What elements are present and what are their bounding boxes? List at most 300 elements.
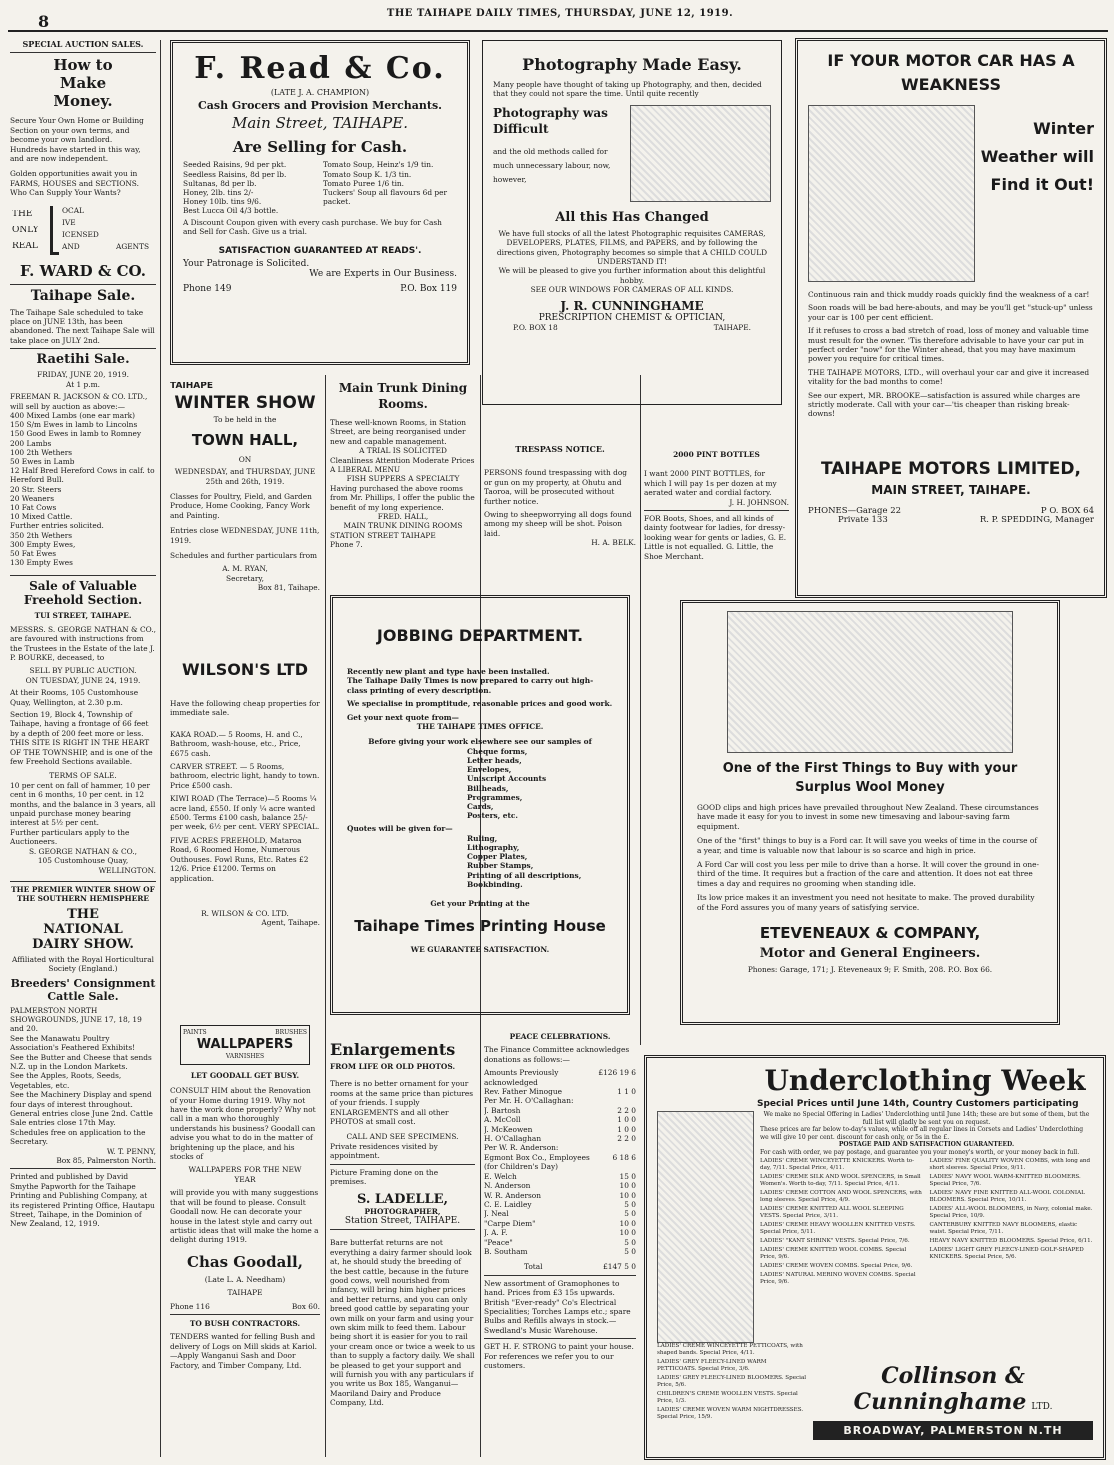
- peace-total-label: Total: [524, 1262, 543, 1272]
- peace-row-amount: 6 18 6: [612, 1152, 636, 1162]
- raetihi-lot: 150 Good Ewes in lamb to Romney: [10, 429, 142, 439]
- dairy-title: THE NATIONAL DAIRY SHOW.: [32, 906, 134, 952]
- money-title: How to Make Money.: [53, 56, 113, 111]
- page-number: 8: [38, 12, 50, 31]
- dairy-body: See the Manawatu Poultry Association's Feathered Exhibits!: [10, 1033, 136, 1053]
- motor-street: MAIN STREET, TAIHAPE.: [871, 482, 1031, 497]
- peace-row-name: Egmont Box Co., Employees (for Children's Day): [484, 1152, 590, 1172]
- header-rule: [8, 30, 1108, 32]
- bottles-boots: FOR Boots, Shoes, and all kinds of dainty footwear for ladies, for dressy-looking wear for gents or ladies, G. E. Little is not equalled. G. Little, the Shoe Merchant.: [644, 514, 787, 561]
- lil-icensed: ICENSED: [62, 229, 99, 239]
- peace-row-amount: 5 0: [624, 1209, 636, 1219]
- under-item: LADIES' CREME HEAVY WOOLLEN KNITTED VESTS. Special Price, 5/11.: [760, 1222, 916, 1235]
- raetihi-intro: FREEMAN R. JACKSON & CO. LTD., will sell by auction as above:—: [10, 392, 148, 411]
- peace-row: [484, 1191, 636, 1200]
- jobbing-before: Before giving your work elsewhere see our samples of: [368, 737, 592, 747]
- jobbing-guarantee: WE GUARANTEE SATISFACTION.: [410, 944, 550, 954]
- motor-body: Continuous rain and thick muddy roads quickly find the weakness of a car!: [808, 290, 1090, 299]
- lil-only: ONLY: [12, 225, 39, 235]
- peace-row-name: W. R. Anderson: [484, 1190, 542, 1200]
- raetihi-lot: 400 Mixed Lambs (one ear mark): [10, 410, 135, 420]
- read-sub2: Main Street, TAIHAPE.: [232, 114, 408, 133]
- motor-company: TAIHAPE MOTORS LIMITED,: [821, 458, 1081, 479]
- varnishes-label: VARNISHES: [225, 1053, 265, 1061]
- enlarge-ad: [330, 1040, 475, 1460]
- freehold-sign: WELLINGTON.: [98, 865, 156, 875]
- dairy-body: See the Butter and Cheese that sends N.Z. up in the London Markets.: [10, 1052, 152, 1071]
- dining-items: Cleanliness Attention Moderate Prices: [330, 455, 475, 465]
- freehold-sign: 105 Customhouse Quay,: [37, 856, 129, 866]
- peace-row: [484, 1247, 636, 1256]
- freehold-body: At their Rooms, 105 Customhouse Quay, Wellington, at 2.30 p.m.: [10, 688, 139, 707]
- under-postage: For cash with order, we pay postage, and guarantee you your money's worth, or your money back in full.: [760, 1148, 1080, 1156]
- ford-title: One of the First Things to Buy with your Surplus Wool Money: [722, 761, 1018, 795]
- jobbing-item: Copper Plates,: [467, 852, 528, 862]
- photo-name: J. R. CUNNINGHAME: [560, 298, 704, 313]
- peace-row-name: H. O'Callaghan: [484, 1134, 542, 1144]
- dairy-body: General entries close June 2nd. Cattle Sale entries close 17th May. Schedules free on application to the Secretary.: [10, 1109, 153, 1147]
- lil-agents: AGENTS: [116, 241, 150, 251]
- camera-illustration: [630, 105, 771, 202]
- wilson-sign: R. WILSON & CO. LTD.: [201, 908, 289, 918]
- under-ad: [644, 1055, 1106, 1460]
- peace-row-amount: 5 0: [624, 1246, 636, 1256]
- read-right-list: [323, 160, 457, 215]
- peace-row-name: Per Mr. H. O'Callaghan:: [484, 1096, 574, 1106]
- peace-row-amount: 1 1 0: [617, 1087, 636, 1097]
- raetihi-lot: 20 Weaners: [10, 493, 54, 503]
- photo-body: We have full stocks of all the latest Photographic requisites CAMERAS, DEVELOPERS, PLATES, FILMS, and PAPERS, and by following the directions given, Photography becomes so simple that A CHILD COULD UNDERSTAND IT!: [496, 228, 768, 267]
- jobbing-item: Envelopes,: [467, 765, 512, 775]
- motor-body: THE TAIHAPE MOTORS, LTD., will overhaul your car and give it increased vitality for the bad months to come!: [808, 367, 1090, 387]
- bottles-sign: J. H. JOHNSON.: [729, 497, 789, 507]
- freehold-body: ON TUESDAY, JUNE 24, 1919.: [25, 675, 141, 685]
- wilson-sign: Agent, Taihape.: [261, 918, 320, 928]
- read-selling: Are Selling for Cash.: [232, 138, 408, 157]
- jobbing-set: Get your Printing at the: [430, 899, 530, 909]
- peace-row: [484, 1219, 636, 1228]
- masthead: THE TAIHAPE DAILY TIMES, THURSDAY, JUNE 12, 1919.: [386, 8, 734, 19]
- wilson-title: WILSON'S LTD: [181, 660, 309, 679]
- jobbing-item: Billheads,: [467, 783, 509, 793]
- dining-sign: FRED. HALL,: [377, 512, 429, 522]
- jobbing-item: Printing of all descriptions,: [467, 870, 582, 880]
- ford-sub: Motor and General Engineers.: [759, 946, 981, 962]
- goodall-box: Box 60.: [291, 1301, 320, 1311]
- trespass-title: TRESPASS NOTICE.: [515, 445, 605, 454]
- freehold-body: SELL BY PUBLIC AUCTION.: [29, 666, 137, 676]
- read-item: Tomato Soup K. 1/3 tin.: [323, 169, 412, 179]
- peace-row-name: "Peace": [484, 1237, 513, 1247]
- peace-title: PEACE CELEBRATIONS.: [509, 1032, 611, 1041]
- peace-row-name: N. Anderson: [484, 1181, 531, 1191]
- raetihi-lot: 50 Ewes in Lamb: [10, 456, 75, 466]
- under-item: LADIES' CREME WINCEYETTE KNICKERS. Worth to-day, 7/11. Special Price, 4/11.: [760, 1158, 915, 1171]
- under-intro: We make no Special Offering in Ladies' Underclothing until June 14th; these are but some of them, but the full list will gladly be sent you on request.: [763, 1111, 1090, 1126]
- dairy-sign: W. T. PENNY,: [106, 1146, 156, 1156]
- raetihi-lot: Further entries solicited.: [10, 521, 104, 531]
- peace-ad: [484, 1032, 636, 1460]
- lil-ive: IVE: [62, 217, 76, 227]
- bottles-title: 2000 PINT BOTTLES: [673, 450, 760, 459]
- wintershow-held: To be held in the: [213, 415, 277, 425]
- motor-body: Soon roads will be bad here-abouts, and may be you'll get "stuck-up" unless your car is 100 per cent efficient.: [808, 303, 1093, 322]
- enlarge-street: Station Street, TAIHAPE.: [344, 1215, 461, 1226]
- peace-row: [484, 1153, 636, 1172]
- enlarge-call: CALL AND SEE SPECIMENS.: [346, 1132, 459, 1142]
- raetihi-date: FRIDAY, JUNE 20, 1919.: [37, 370, 129, 380]
- under-item: CHILDREN'S CREME WOOLLEN VESTS. Special Price, 1/3.: [657, 1391, 798, 1404]
- peace-row: [484, 1096, 636, 1105]
- imprint: Printed and published by David Smythe Papworth for the Taihape Printing and Publishing Company, at its registered Printing Office, Hautapu Street, Taihape, in the Dominion of New Zealand, 12, 1919.: [10, 1172, 155, 1229]
- freehold-body: Section 19, Block 4, Township of Taihape, having a frontage of 66 feet by a depth of 200 feet more or less. THIS SITE IS RIGHT IN THE HEART OF THE TOWNSHIP, and is one of the few Freehold Sections available.: [10, 710, 153, 767]
- jobbing-item: Programmes,: [467, 792, 523, 802]
- column-rule: [325, 375, 326, 1457]
- motor-private: Private 133: [838, 515, 888, 526]
- raetihi-lot: 130 Empty Ewes: [10, 558, 73, 568]
- freehold-sub: TUI STREET, TAIHAPE.: [34, 611, 132, 621]
- dairy-body: PALMERSTON NORTH SHOWGROUNDS, JUNE 17, 18, 19 and 20.: [10, 1005, 142, 1034]
- photo-body: We will be pleased to give you further information about this delightful hobby.: [498, 266, 766, 285]
- read-item: Tomato Soup, Heinz's 1/9 tin.: [323, 160, 434, 170]
- read-late: (LATE J. A. CHAMPION): [270, 88, 370, 97]
- peace-total: £147 5 0: [603, 1262, 636, 1272]
- wintershow-title: WINTER SHOW: [174, 393, 316, 414]
- under-left-list: [760, 1158, 924, 1288]
- wallpapers-title: WALLPAPERS: [196, 1037, 294, 1053]
- peace-row: [484, 1228, 636, 1237]
- read-discount: A Discount Coupon given with every cash purchase. We buy for Cash and Sell for Cash. Give us a trial.: [183, 217, 442, 237]
- dining-fish: FISH SUPPERS A SPECIALTY: [346, 474, 460, 484]
- under-postage: POSTAGE PAID AND SATISFACTION GUARANTEED.: [838, 1141, 1015, 1148]
- enlarge-private: Private residences visited by appointment.: [330, 1141, 438, 1161]
- ward-name: F. WARD & CO.: [20, 261, 146, 280]
- peace-strong: GET H. F. STRONG to paint your house. For references we refer you to our customers.: [484, 1342, 634, 1370]
- dining-title: Main Trunk Dining Rooms.: [338, 381, 468, 411]
- read-title: F. Read & Co.: [194, 51, 446, 86]
- wintershow-sign: Box 81, Taihape.: [257, 583, 320, 593]
- under-title: Underclothing Week: [764, 1064, 1086, 1097]
- wilson-ad: [170, 660, 320, 1015]
- wintershow-on: ON: [238, 454, 252, 464]
- under-logo-ltd: LTD.: [1031, 1402, 1053, 1412]
- lil-real: REAL: [12, 241, 38, 251]
- jobbing-item: Lithography,: [467, 843, 520, 853]
- read-box: P.O. Box 119: [400, 284, 457, 295]
- jobbing-ad: [330, 595, 630, 1015]
- read-item: Honey, 2lb. tins 2/-: [183, 188, 254, 198]
- under-item: LADIES' GREY FLEECY-LINED BLOOMERS. Special Price, 5/6.: [657, 1375, 807, 1388]
- dairy-affil: Affiliated with the Royal Horticultural Society (England.): [12, 954, 154, 974]
- jobbing-list: [467, 834, 613, 889]
- under-item: LADIES' CREME SILK AND WOOL SPENCERS, in Small Women's. Worth to-day, 7/11. Special Price, 4/11.: [760, 1174, 921, 1187]
- photo-role: PRESCRIPTION CHEMIST & OPTICIAN,: [538, 312, 726, 323]
- wilson-property: CARVER STREET. — 5 Rooms, bathroom, electric light, handy to town. Price £500 cash.: [170, 762, 320, 790]
- wintershow-sign: Secretary,: [226, 573, 264, 583]
- peace-row-amount: 1 0 0: [617, 1115, 636, 1125]
- under-item: LADIES' CREME WOVEN WARM NIGHTDRESSES. Special Price, 15/9.: [657, 1407, 804, 1420]
- freehold-sign: S. GEORGE NATHAN & CO.,: [29, 846, 137, 856]
- ford-body: One of the "first" things to buy is a Ford car. It will save you weeks of time in the course of a year, and time is valuable now that labour is so scarce and high in price.: [697, 836, 1038, 855]
- under-item: LADIES' NAVY WOOL WARM-KNITTED BLOOMERS. Special Price, 7/6.: [929, 1174, 1081, 1187]
- under-item: LADIES' GREY FLEECY-LINED WARM PETTICOATS. Special Price, 3/6.: [657, 1359, 767, 1372]
- peace-row: [484, 1134, 636, 1143]
- wintershow-tag: TAIHAPE: [170, 382, 213, 391]
- read-item: Seedless Raisins, 8d per lb.: [183, 169, 287, 179]
- goodall-late: (Late L. A. Needham): [204, 1274, 286, 1284]
- under-item: LADIES' CREME KNITTED WOOL COMBS. Special Price, 9/6.: [760, 1247, 907, 1260]
- jobbing-item: Posters, etc.: [467, 811, 518, 821]
- raetihi-lot: 150 S/m Ewes in lamb to Lincolns: [10, 420, 138, 430]
- motor-box: P O. BOX 64: [1040, 505, 1094, 516]
- dairy-sign: Box 85, Palmerston North.: [56, 1156, 156, 1166]
- trespass-body: PERSONS found trespassing with dog or gun on my property, at Ohutu and Taoroa, will be prosecuted without further notice.: [484, 468, 627, 506]
- motor-manager: R. P. SPEDDING, Manager: [979, 515, 1094, 526]
- under-item: LADIES' CREME WINCEYETTE PETTICOATS, with shaped bands. Special Price, 4/11.: [657, 1343, 803, 1356]
- peace-row-name: J. Neal: [484, 1209, 509, 1219]
- jobbing-list: [467, 747, 613, 821]
- peace-row: [484, 1238, 636, 1247]
- ford-ad: [680, 600, 1060, 1025]
- enlarge-role: PHOTOGRAPHER,: [364, 1207, 441, 1217]
- ford-car-illustration: [727, 611, 1013, 753]
- jobbing-item: Cheque forms,: [467, 746, 528, 756]
- peace-row: [484, 1172, 636, 1181]
- under-sub: Special Prices until June 14th, Country Customers participating: [757, 1099, 1079, 1109]
- under-item: LADIES' CREME KNITTED ALL WOOL SLEEPING VESTS. Special Price, 3/11.: [760, 1206, 904, 1219]
- peace-row-amount: 1 0 0: [617, 1124, 636, 1134]
- raetihi-lots: [10, 411, 156, 567]
- dairy-breeders: Breeders' Consignment Cattle Sale.: [10, 976, 156, 1003]
- photo-windows: SEE OUR WINDOWS FOR CAMERAS OF ALL KINDS.: [530, 285, 734, 295]
- lil-block: [10, 204, 156, 256]
- photo-box: P.O. BOX 18: [513, 323, 558, 333]
- goodall-wallpapers: WALLPAPERS FOR THE NEW YEAR: [188, 1165, 302, 1184]
- peace-row-name: J. McKeowen: [484, 1124, 533, 1134]
- motor-body: See our expert, MR. BROOKE—satisfaction is assured while charges are strictly moderate. Call with your car—'tis cheaper than risking break-downs!: [808, 390, 1081, 419]
- dining-sign: MAIN TRUNK DINING ROOMS: [343, 521, 463, 531]
- freehold-body: MESSRS. S. GEORGE NATHAN & CO., are favoured with instructions from the Trustees in the Estate of the late J. P. BOURKE, deceased, to: [10, 624, 156, 662]
- peace-row: [484, 1143, 636, 1152]
- peace-intro: The Finance Committee acknowledges donations as follows:—: [484, 1045, 630, 1064]
- column-rule: [640, 375, 641, 1045]
- dining-body: Having purchased the above rooms from Mr. Phillips, I offer the public the benefit of my long experience.: [330, 483, 475, 512]
- wintershow-classes: Classes for Poultry, Field, and Garden Produce, Home Cooking, Fancy Work and Painting.: [170, 492, 312, 520]
- raetihi-lot: 200 Lambs: [10, 438, 52, 448]
- bottles-body: I want 2000 PINT BOTTLES, for which I will pay 1s per dozen at my aerated water and cordial factory.: [644, 469, 777, 498]
- ford-body: Its low price makes it an investment you need not hesitate to make. The proved durability of the Ford assures you of many years of satisfying service.: [697, 893, 1035, 912]
- freehold-title: Sale of Valuable Freehold Section.: [23, 579, 143, 608]
- wilson-property: FIVE ACRES FREEHOLD, Mataroa Road, 6 Roomed Home, Numerous Outhouses. Fowl Runs, Etc. Rates £2 12/6. Price £1200. Terms on application.: [170, 835, 309, 883]
- jobbing-item: Ruling,: [467, 833, 498, 843]
- peace-row-amount: 15 0: [619, 1171, 636, 1181]
- ford-body: GOOD clips and high prices have prevailed throughout New Zealand. These circumstances have made it easy for you to invest in some new timesaving and labour-saving farm equipment.: [697, 803, 1039, 831]
- peace-row: [484, 1106, 636, 1115]
- goodall-body: will provide you with many suggestions that will be found to please. Consult Goodall now. He can decorate your house in the latest style and carry out artistic ideas that will make the home a delight during 1919.: [170, 1188, 319, 1245]
- peace-row: [484, 1087, 636, 1096]
- photo-ad: [482, 40, 782, 405]
- under-intro: These prices are far below to-day's values, while off all regular lines in Corsets and Ladies' Underclothing we will give 10 per cent. discount for cash only, or 5s in the £.: [760, 1126, 1084, 1141]
- paints-label: PAINTS: [183, 1029, 207, 1036]
- read-guarantee: SATISFACTION GUARANTEED AT READS'.: [218, 246, 422, 257]
- peace-row: [484, 1125, 636, 1134]
- under-item: LADIES' ALL-WOOL BLOOMERS, in Navy, colonial make. Special Price, 10/9.: [929, 1206, 1093, 1219]
- peace-row-amount: 10 0: [619, 1228, 636, 1238]
- read-item: Honey 10lb. tins 9/6.: [183, 197, 262, 207]
- wintershow-ad: [170, 382, 320, 647]
- jobbing-office: THE TAIHAPE TIMES OFFICE.: [416, 722, 544, 732]
- peace-row-amount: 2 2 0: [617, 1105, 636, 1115]
- enlarge-body: There is no better ornament for your rooms at the same price than pictures of your friends. I supply ENLARGEMENTS and all other PHOTOS at small cost.: [330, 1079, 474, 1127]
- peace-row-amount: 5 0: [624, 1237, 636, 1247]
- dining-phone: Phone 7.: [330, 540, 363, 550]
- peace-row-amount: 10 0: [619, 1218, 636, 1228]
- photo-changed: All this Has Changed: [555, 209, 709, 225]
- dining-menu: A LIBERAL MENU: [330, 465, 401, 475]
- photo-difficult: Photography was Difficult: [493, 105, 608, 136]
- taihape-sale-body: The Taihape Sale scheduled to take place on JUNE 13th, has been abandoned. The next Taihape Sale will take place on JULY 2nd.: [10, 307, 155, 345]
- goodall-name: Chas Goodall,: [187, 1252, 303, 1271]
- raetihi-time: At 1 p.m.: [65, 379, 100, 389]
- motor-winter: Winter Weather will Find it Out!: [980, 119, 1094, 194]
- peace-row-name: Amounts Previously acknowledged: [484, 1068, 559, 1087]
- dining-trial: A TRIAL IS SOLICITED: [359, 446, 447, 456]
- peace-row: [484, 1209, 636, 1218]
- raetihi-lot: 350 2th Wethers: [10, 530, 73, 540]
- raetihi-lot: 20 Str. Steers: [10, 484, 62, 494]
- dairy-body: See the Apples, Roots, Seeds, Vegetables, etc.: [10, 1071, 122, 1090]
- lil-local: OCAL: [62, 205, 84, 215]
- peace-donations: [484, 1068, 636, 1256]
- trespass-body: Owing to sheepworrying all dogs found among my sheep will be shot. Poison laid.: [484, 510, 632, 538]
- motor-ad: [795, 38, 1107, 598]
- under-item: LADIES' LIGHT GREY FLEECY-LINED GOLF-SHAPED KNICKERS. Special Price, 5/6.: [929, 1247, 1084, 1260]
- freehold-terms-body: 10 per cent on fall of hammer, 10 per cent in 6 months, 10 per cent. in 12 months, and the balance in 3 years, all unpaid purchase money bearing interest at 5½ per cent.: [10, 780, 156, 828]
- ford-phones: Phones: Garage, 171; J. Eteveneaux 9; F. Smith, 208. P.O. Box 66.: [747, 965, 993, 975]
- read-item: Best Lucca Oil 4/3 bottle.: [183, 206, 279, 216]
- peace-row: [484, 1115, 636, 1124]
- lady-illustration: [657, 1111, 754, 1343]
- wintershow-schedules: Schedules and further particulars from: [170, 551, 318, 561]
- motor-phones: PHONES—Garage 22: [808, 505, 902, 516]
- photo-title: Photography Made Easy.: [522, 55, 742, 74]
- read-phone: Phone 149: [183, 284, 232, 295]
- enlarge-butter: Bare butterfat returns are not everything a dairy farmer should look at, he should study the breeding of the best cattle, because in the future good cows, well nourished from infancy, will bring him higher prices and better returns, and you can only breed good cattle by separating your own milk on your farm and using your own skim milk to feed them. Labour being short it is easier for you to rail your cream once or twice a week to us than to supply a factory daily. We shall be pleased to get your support and will furnish you with any particulars if you write us Box 185, Wanganui—Maoriland Dairy and Produce Company, Ltd.: [330, 1238, 475, 1408]
- peace-gramophone: New assortment of Gramophones to hand. Prices from £3 15s upwards. British "Ever-ready" Co's Electrical Specialities; Torches Lamps etc.; spare Bulbs and Refills always in stock.—Swedland's Music Warehouse.: [484, 1278, 631, 1335]
- raetihi-lot: 50 Fat Ewes: [10, 548, 56, 558]
- enlarge-title: Enlargements: [330, 1040, 456, 1059]
- raetihi-lot: 10 Mixed Cattle.: [10, 512, 73, 522]
- goodall-tenders: TENDERS wanted for felling Bush and delivery of Logs on Mill skids at Kariol.—Apply Wanganui Sash and Door Factory, and Timber Company, Ltd.: [170, 1332, 317, 1370]
- jobbing-quote-from: Get your next quote from—: [347, 712, 459, 722]
- peace-row: [484, 1200, 636, 1209]
- motor-title: IF YOUR MOTOR CAR HAS A WEAKNESS: [827, 51, 1075, 94]
- money-body: Secure Your Own Home or Building Section on your own terms, and become your own landlord.: [10, 116, 144, 145]
- enlarge-name: S. LADELLE,: [356, 1192, 449, 1208]
- under-right-list: [930, 1158, 1094, 1288]
- wallpapers-banner: [180, 1025, 310, 1065]
- jobbing-quotes: Quotes will be given for—: [347, 824, 453, 834]
- under-item: HEAVY NAVY KNITTED BLOOMERS. Special Price, 6/11.: [929, 1238, 1093, 1244]
- enlarge-framing: Picture Framing done on the premises.: [330, 1167, 439, 1187]
- column-1: [10, 40, 156, 1460]
- peace-row-name: C. E. Laidley: [484, 1199, 532, 1209]
- jobbing-body: The Taihape Daily Times is now prepared to carry out high-class printing of every description.: [347, 676, 594, 695]
- wintershow-entries: Entries close WEDNESDAY, JUNE 11th, 1919.: [170, 526, 320, 545]
- peace-row-name: Rev. Father Minogue: [484, 1087, 562, 1097]
- peace-row-name: Per W. R. Anderson:: [484, 1143, 559, 1153]
- enlarge-sub: FROM LIFE OR OLD PHOTOS.: [330, 1062, 456, 1071]
- read-patronage: Your Patronage is Solicited.: [183, 259, 310, 270]
- raetihi-title: Raetihi Sale.: [36, 352, 130, 368]
- read-left-list: [183, 160, 317, 215]
- taihape-sale-title: Taihape Sale.: [30, 287, 136, 304]
- section-label: SPECIAL AUCTION SALES.: [22, 40, 144, 49]
- photo-intro: Many people have thought of taking up Photography, and then, decided that they could not spare the time. Until quite recently: [493, 80, 762, 99]
- jobbing-title: JOBBING DEPARTMENT.: [376, 626, 584, 645]
- goodall-ad: [170, 1025, 320, 1460]
- raetihi-lot: 300 Empty Ewes,: [10, 539, 76, 549]
- jobbing-body: Recently new plant and type have been installed.: [347, 667, 550, 676]
- wintershow-hall: TOWN HALL,: [191, 430, 299, 449]
- read-item: Tuckers' Soup all flavours 6d per packet.: [323, 188, 448, 207]
- under-item: LADIES' FINE QUALITY WOVEN COMBS, with long and short sleeves. Special Price, 9/11.: [929, 1158, 1091, 1171]
- trespass-sign: H. A. BELK.: [591, 538, 636, 548]
- dining-body: These well-known Rooms, in Station Street, are being reorganised under new and capable management.: [330, 418, 467, 446]
- dairy-intro: THE PREMIER WINTER SHOW OF THE SOUTHERN HEMISPHERE: [11, 884, 155, 904]
- goodall-phone: Phone 116: [170, 1301, 210, 1311]
- photo-methods: and the old methods called for much unnecessary labour, now, however,: [493, 146, 611, 184]
- peace-row-name: J. Bartosh: [484, 1105, 521, 1115]
- wilson-property: KAKA ROAD.— 5 Rooms, H. and C., Bathroom, wash-house, etc., Price, £675 cash.: [170, 729, 303, 758]
- peace-row-amount: £126 19 6: [598, 1068, 636, 1078]
- dining-ad: [330, 380, 476, 590]
- column-rule: [160, 40, 161, 1457]
- ford-company: ETEVENEAUX & COMPANY,: [759, 924, 981, 943]
- peace-row-amount: 5 0: [624, 1199, 636, 1209]
- raetihi-lot: 100 2th Wethers: [10, 447, 73, 457]
- photo-town: TAIHAPE.: [713, 323, 751, 333]
- jobbing-item: Rubber Stamps,: [467, 861, 534, 871]
- peace-row: [484, 1181, 636, 1190]
- raetihi-lot: 12 Half Bred Hereford Cows in calf. to Hereford Bull.: [10, 466, 155, 485]
- peace-row-name: B. Southam: [484, 1246, 528, 1256]
- wintershow-sign: A. M. RYAN,: [222, 564, 268, 574]
- read-item: Tomato Puree 1/6 tin.: [323, 178, 405, 188]
- under-item: LADIES' NATURAL MERINO WOVEN COMBS. Special Price, 9/6.: [760, 1272, 916, 1285]
- car-illustration: [808, 105, 975, 282]
- goodall-busy: LET GOODALL GET BUSY.: [190, 1070, 300, 1080]
- under-item: CANTERBURY KNITTED NAVY BLOOMERS, elastic waist. Special Price, 7/11.: [929, 1222, 1078, 1235]
- peace-row-amount: 10 0: [619, 1190, 636, 1200]
- freehold-further: Further particulars apply to the Auctioneers.: [10, 827, 130, 847]
- peace-row-amount: 2 2 0: [617, 1134, 636, 1144]
- jobbing-item: Bookbinding.: [467, 879, 523, 889]
- read-item: Sultanas, 8d per lb.: [183, 178, 257, 188]
- bottles-ad: [644, 450, 789, 590]
- goodall-town: TAIHAPE: [227, 1288, 263, 1298]
- lil-and: AND: [62, 241, 80, 251]
- ford-body: A Ford Car will cost you less per mile to drive than a horse. It will cover the ground in one-third of the time. It requires but a fraction of the care and attention. It does not eat three times a day and requires no grooming when standing idle.: [697, 860, 1039, 888]
- jobbing-item: Cards,: [467, 802, 494, 812]
- peace-row-name: J. A. F.: [484, 1228, 508, 1238]
- under-item: LADIES' NAVY FINE KNITTED ALL-WOOL COLONIAL BLOOMERS. Special Price, 10/11.: [929, 1190, 1085, 1203]
- under-item: LADIES' CREME COTTON AND WOOL SPENCERS, with long sleeves. Special Price, 4/9.: [760, 1190, 922, 1203]
- lil-the: THE: [12, 209, 33, 219]
- read-sub1: Cash Grocers and Provision Merchants.: [198, 99, 442, 113]
- raetihi-lot: 10 Fat Cows: [10, 502, 57, 512]
- goodall-contractors: TO BUSH CONTRACTORS.: [189, 1318, 301, 1328]
